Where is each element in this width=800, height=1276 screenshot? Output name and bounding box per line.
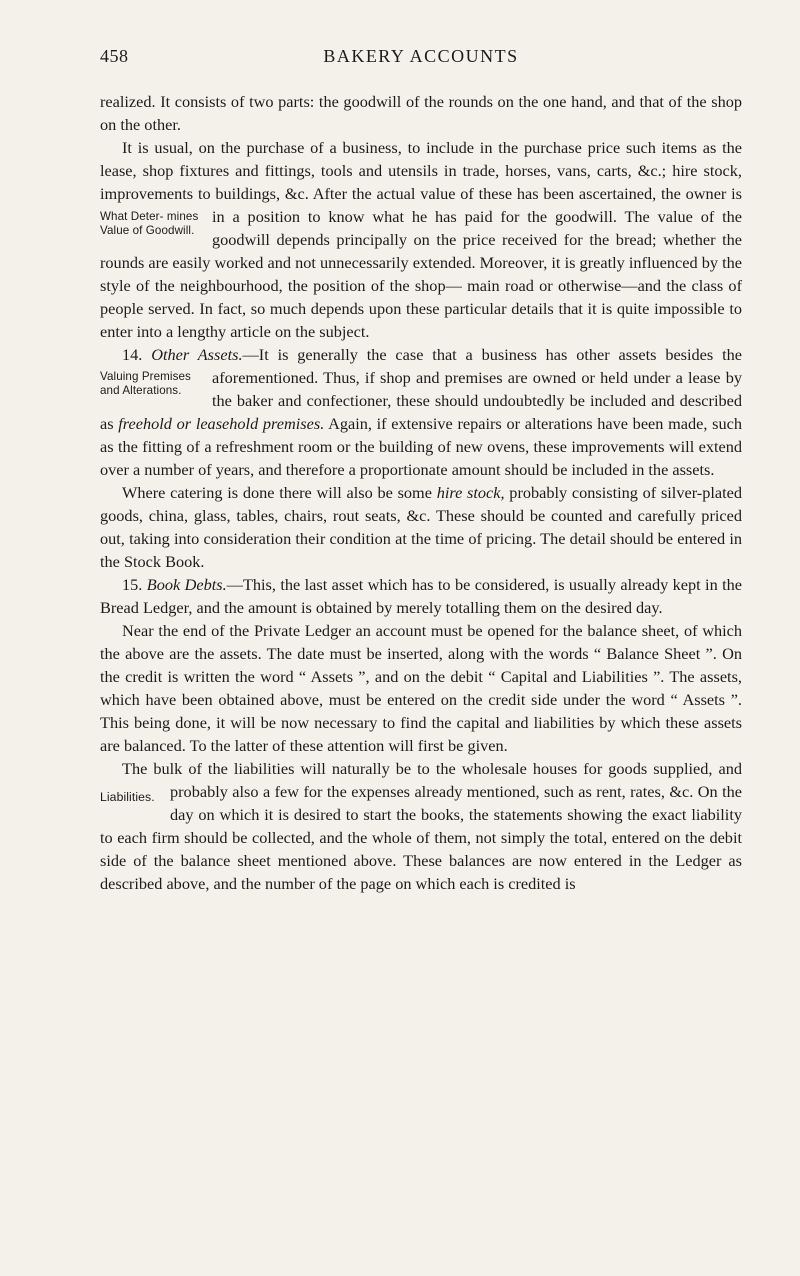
- paragraph-text: The bulk of the liabilities will naturally be to the wholesale houses for goods supplied, and probably also a few for the expenses already: [122, 759, 742, 801]
- page-number: 458: [100, 46, 129, 66]
- section-number: 14.: [122, 345, 143, 364]
- emphasis: or: [176, 414, 192, 433]
- section-heading: Book Debts.: [146, 575, 227, 594]
- paragraph-text: realized. It consists of two parts: the goodwill of the rounds on the one hand, and that of the shop on the other.: [100, 92, 742, 134]
- paragraph: [100, 573, 742, 619]
- paragraph-text: Where catering is done there will also be some: [122, 483, 432, 502]
- paragraph-text: mentioned, such as rent, rates, &c. On the day on which it is desired to start the books, the statements showing the exact liability to each firm should be collected, and the whole of them, not simply the total, entered on the debit side of the balance sheet mentioned above. These balances are now entered in the Ledger as described above, and the number of the page on which each is credited is: [100, 782, 742, 893]
- emphasis: freehold: [118, 414, 172, 433]
- paragraph-text: of the goodwill depends principally on the price received for the bread; whether the rounds are easily worked and not unnecessarily extended. Moreover, it is greatly influenced by the style of the neighbourhood, the position of the shop— main road or otherwise—and the class of people served. In fact, so much depends upon these particular details that it is quite impossible to enter into a lengthy article on the subject.: [100, 207, 743, 341]
- paragraph: [100, 481, 742, 573]
- body-text: [100, 90, 742, 895]
- paragraph: [100, 619, 742, 757]
- side-note-goodwill: What Deter- mines Value of Goodwill.: [100, 210, 199, 237]
- section-number: 15.: [122, 575, 143, 594]
- section-heading: Other Assets.: [151, 345, 243, 364]
- paragraph-text: or held under a lease by the baker and confectioner, these should undoubtedly be included and described as: [100, 368, 742, 433]
- paragraph-text: —This, the last asset which has to be considered, is usually already kept in the Bread Ledger, and the amount is obtained by merely totalling them on the desired day.: [100, 575, 742, 617]
- running-header: [100, 46, 742, 68]
- paragraph-text: probably consisting of silver-plated goods, china, glass, tables, chairs, rout seats, &c. These should be counted and carefully priced out, taking into consideration their condition at the time of pricing. The detail should be entered in the Stock Book.: [100, 483, 742, 571]
- side-note-liabilities: Liabilities.: [100, 790, 155, 804]
- emphasis: leasehold premises.: [195, 414, 325, 433]
- emphasis: hire stock,: [436, 483, 505, 502]
- side-note-premises: Valuing Premises and Alterations.: [100, 370, 191, 397]
- paragraph-text: Again, if extensive repairs or alterations have been made, such as the fitting of a refreshment room or the building of new ovens, these improvements will extend over a number of years, and therefore a proportionate amount should be included in the assets.: [100, 414, 742, 479]
- paragraph-text: It is usual, on the purchase of a business, to include in the purchase price such items as the lease, shop fixtures and fittings, tools and utensils in trade, horses, vans, carts, &c.; hire stock, improvements to buildings, &c. After the actual value of these has been ascertained, the owner is in a position to know what he has paid for the goodwill. The value: [100, 138, 742, 226]
- running-title: BAKERY ACCOUNTS: [323, 46, 519, 66]
- paragraph-text: —It is generally the case that a business has other assets besides the aforementioned. Thus, if shop and premises are owned: [212, 345, 742, 387]
- paragraph-text: Near the end of the Private Ledger an account must be opened for the balance sheet, of which the above are the assets. The date must be inserted, along with the words “ Balance Sheet ”. On the credit is written the word “ Assets ”, and on the debit “ Capital and Liabilities ”. The assets, which have been obtained above, must be entered on the credit side under the word “ Assets ”. This being done, it will be now necessary to find the capital and liabilities by which these assets are balanced. To the latter of these attention will first be given.: [100, 621, 742, 755]
- paragraph: [100, 136, 742, 343]
- paragraph: [100, 757, 742, 895]
- paragraph: [100, 343, 742, 481]
- paragraph: [100, 90, 742, 136]
